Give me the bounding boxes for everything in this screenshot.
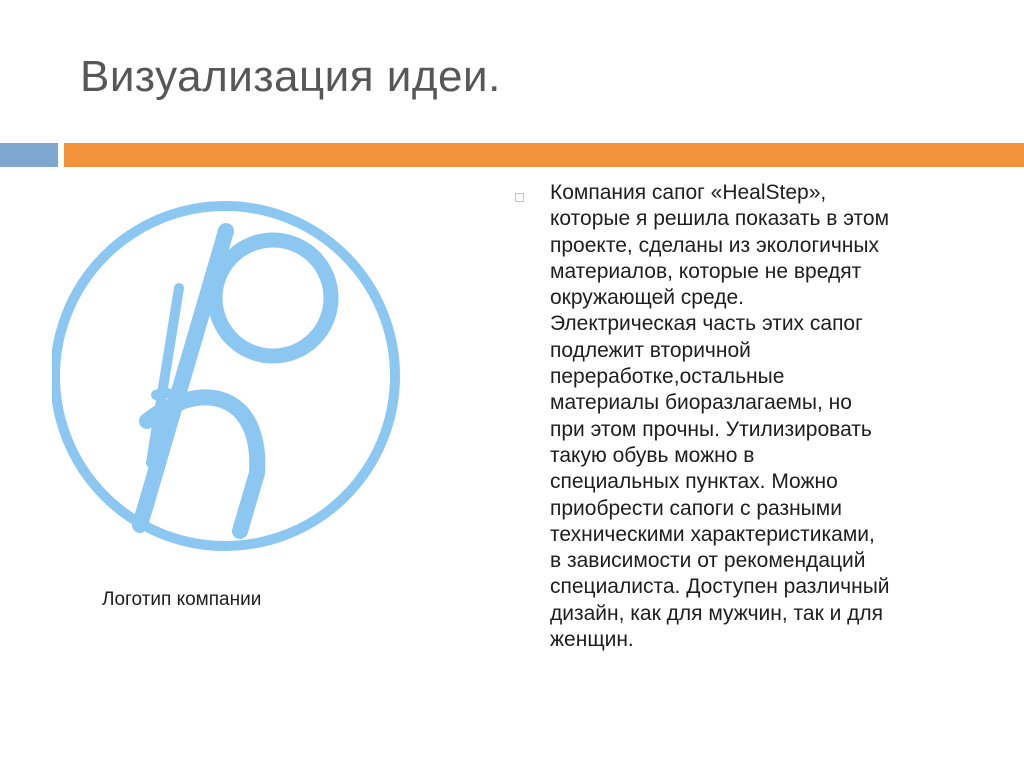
logo-caption: Логотип компании — [102, 589, 262, 610]
slide-title: Визуализация идеи. — [80, 52, 501, 101]
accent-bar-orange — [64, 143, 1024, 167]
healstep-logo-icon — [52, 193, 402, 553]
bullet-text: Компания сапог «HealStep», которые я решила показать в этом проекте, сделаны из экологичных материалов, которые не вредят окружающей среде. Электрическая часть этих сапог подлежит вторичной переработке,остальные материалы биоразлагаемы, но при этом прочны. Утилизировать такую обувь можно в специальных пунктах. Можно приобрести сапоги с разными техническими характеристиками, в зависимости от рекомендаций специалиста. Доступен различный дизайн, как для мужчин, так и для женщин. — [550, 181, 890, 652]
square-bullet-icon — [515, 193, 524, 202]
accent-bar-blue — [0, 143, 58, 167]
